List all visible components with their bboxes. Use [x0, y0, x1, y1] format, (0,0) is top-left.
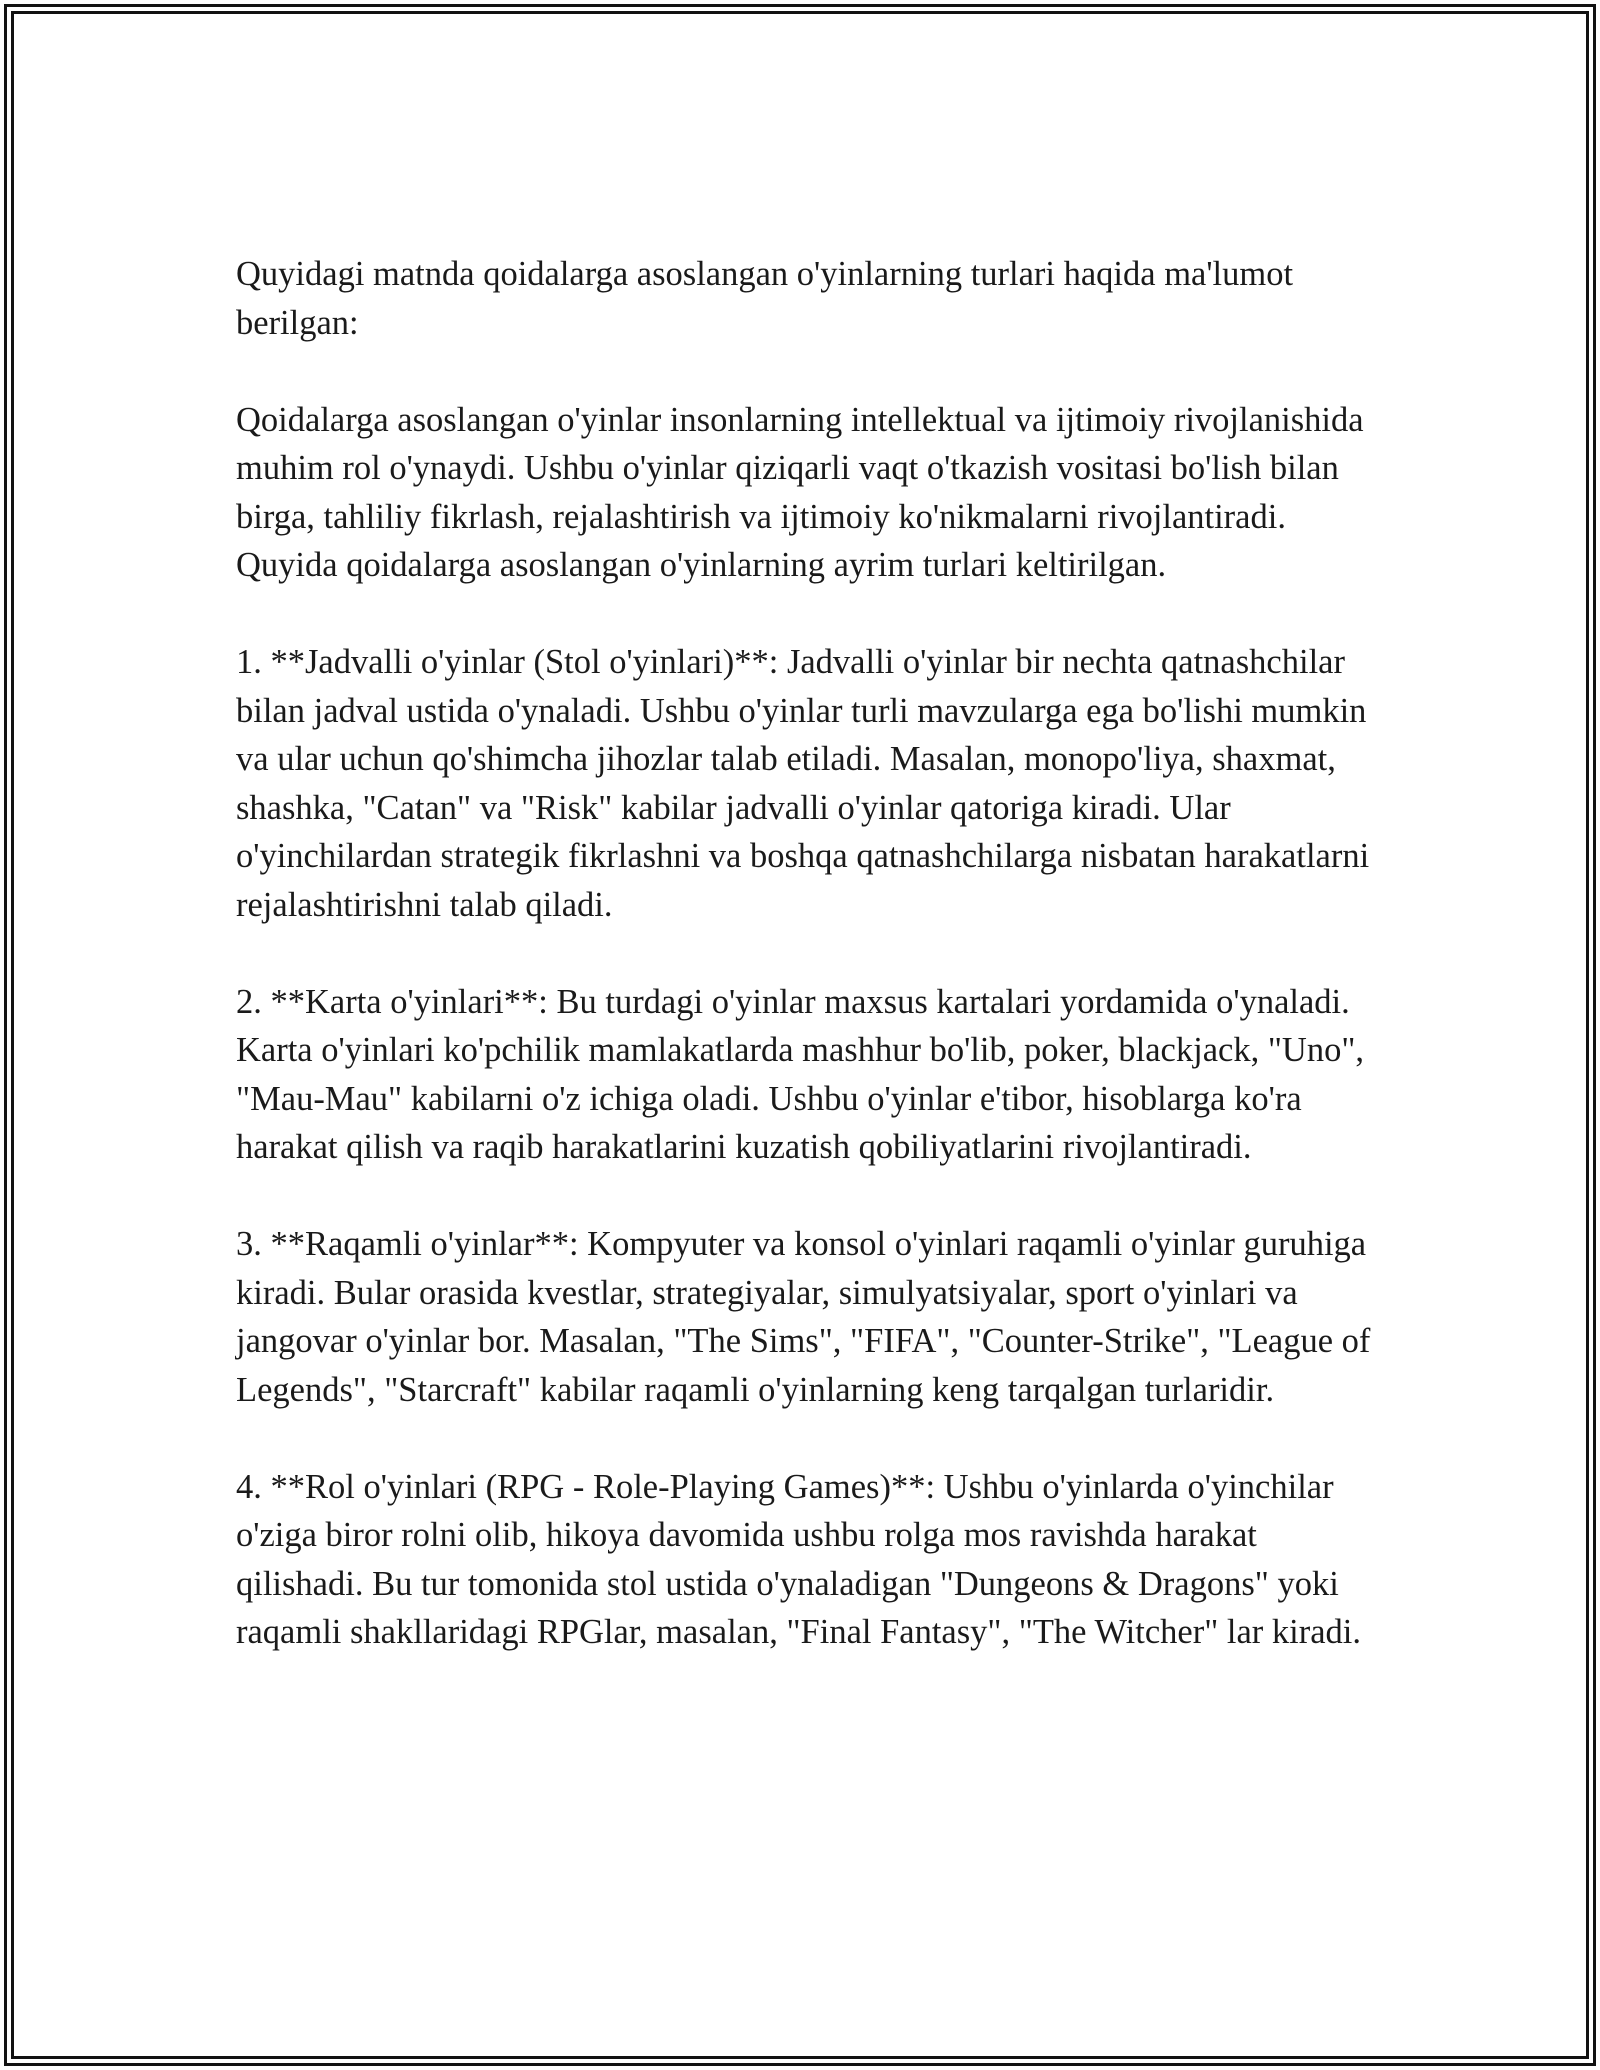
list-item-role-playing-games: 4. **Rol o'yinlari (RPG - Role-Playing Games)**: Ushbu o'yinlarda o'yinchilar o'ziga biror rolni olib, hikoya davomida ushbu rolga mos ravishda harakat qilishadi. Bu tur tomonida stol ustida o'ynaladigan "Dungeons & Dragons" yoki raqamli shakllaridagi RPGlar, masalan, "Final Fantasy", "The Witcher" lar kiradi. [236, 1467, 1362, 1651]
list-item-digital-games: 3. **Raqamli o'yinlar**: Kompyuter va konsol o'yinlari raqamli o'yinlar guruhiga kiradi. Bular orasida kvestlar, strategiyalar, simulyatsiyalar, sport o'yinlari va jangovar o'yinlar bor. Masalan, "The Sims", "FIFA", "Counter-Strike", "League of Legends", "Starcraft" kabilar raqamli o'yinlarning keng tarqalgan turlaridir. [236, 1225, 1371, 1409]
intro-paragraph: Quyidagi matnda qoidalarga asoslangan o'yinlarning turlari haqida ma'lumot berilgan: [236, 255, 1294, 342]
list-item-board-games: 1. **Jadvalli o'yinlar (Stol o'yinlari)**: Jadvalli o'yinlar bir nechta qatnashchilar bilan jadval ustida o'ynaladi. Ushbu o'yinlar turli mavzularga ega bo'lishi mumkin va ular uchun qo'shimcha jihozlar talab etiladi. Masalan, monopo'liya, shaxmat, shashka, "Catan" va "Risk" kabilar jadvalli o'yinlar qatoriga kiradi. Ular o'yinchilardan strategik fikrlashni va boshqa qatnashchilarga nisbatan harakatlarni rejalashtirishni talab qiladi. [236, 643, 1370, 924]
overview-paragraph: Qoidalarga asoslangan o'yinlar insonlarning intellektual va ijtimoiy rivojlanishida muhim rol o'ynaydi. Ushbu o'yinlar qiziqarli vaqt o'tkazish vositasi bo'lish bilan birga, tahliliy fikrlash, rejalashtirish va ijtimoiy ko'nikmalarni rivojlantiradi. Quyida qoidalarga asoslangan o'yinlarning ayrim turlari keltirilgan. [236, 400, 1364, 584]
list-item-card-games: 2. **Karta o'yinlari**: Bu turdagi o'yinlar maxsus kartalari yordamida o'ynaladi. Karta o'yinlari ko'pchilik mamlakatlarda mashhur bo'lib, poker, blackjack, "Uno", "Mau-Mau" kabilarni o'z ichiga oladi. Ushbu o'yinlar e'tibor, hisoblarga ko'ra harakat qilish va raqib harakatlarini kuzatish qobiliyatlarini rivojlantiradi. [236, 982, 1365, 1166]
document-body [236, 250, 1376, 1657]
